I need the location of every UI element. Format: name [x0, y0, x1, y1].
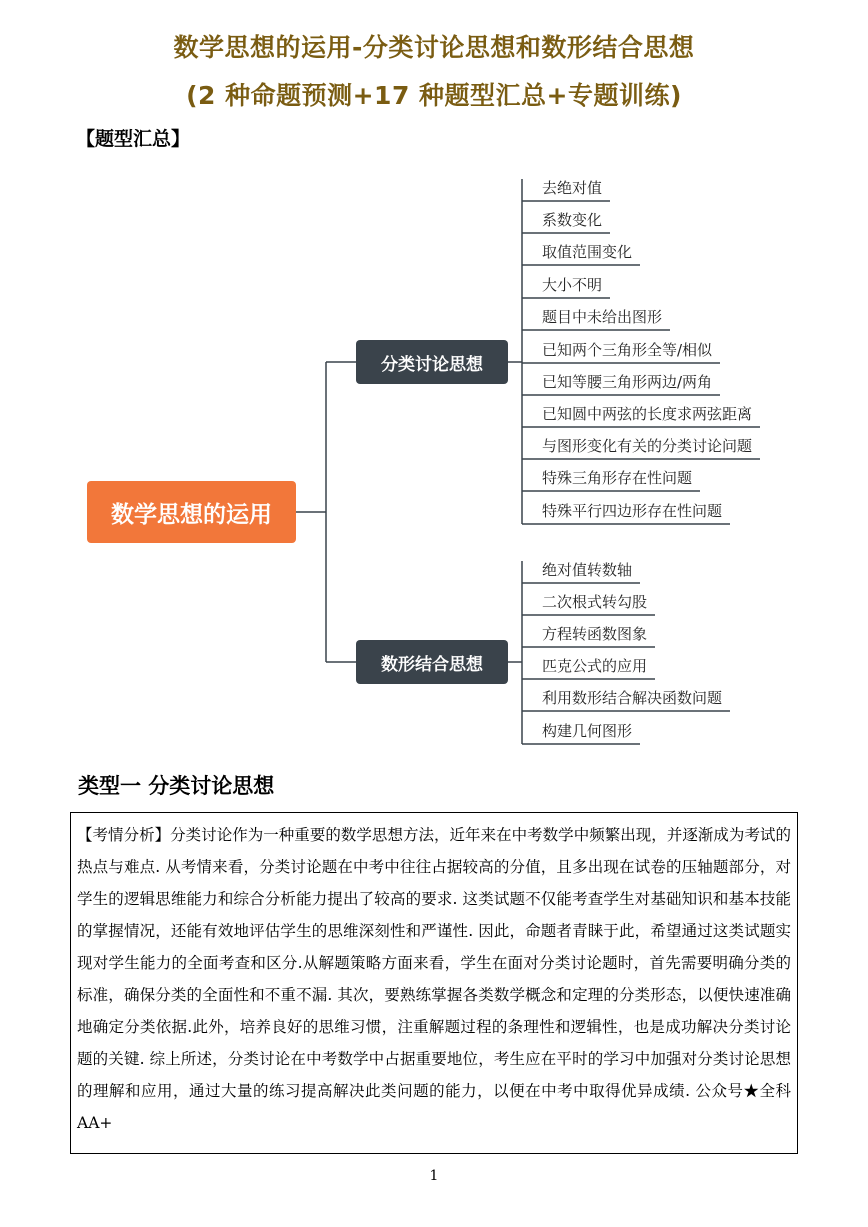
mindmap-branch-number-shape: 数形结合思想: [356, 640, 508, 684]
mindmap-leaf: 二次根式转勾股: [542, 593, 648, 611]
page-number: 1: [429, 1168, 439, 1184]
mindmap-root-node: 数学思想的运用: [87, 481, 296, 543]
exam-analysis-box: 【考情分析】分类讨论作为一种重要的数学思想方法，近年来在中考数学中频繁出现，并逐渐成为考试的热点与难点. 从考情来看，分类讨论题在中考中往往占据较高的分值，且多出现在试卷的压轴题部分，对学生的逻辑思维能力和综合分析能力提出了较高的要求. 这类试题不仅能考查学生对基础知识和基本技能的掌握情况，还能有效地评估学生的思维深刻性和严谨性. 因此，命题者青睐于此，希望通过这类试题实现对学生能力的全面考查和区分.从解题策略方面来看，学生在面对分类讨论题时，首先需要明确分类的标准，确保分类的全面性和不重不漏. 其次，要熟练掌握各类数学概念和定理的分类形态，以便快速准确地确定分类依据.此外，培养良好的思维习惯，注重解题过程的条理性和逻辑性，也是成功解决分类讨论题的关键. 综上所述，分类讨论在中考数学中占据重要地位，考生应在平时的学习中加强对分类讨论思想的理解和应用，通过大量的练习提高解决此类问题的能力，以便在中考中取得优异成绩. 公众号★全科AA+: [70, 812, 798, 1154]
mindmap-leaf: 已知圆中两弦的长度求两弦距离: [542, 405, 753, 423]
mindmap-leaf: 取值范围变化: [542, 243, 633, 261]
mindmap-leaf: 题目中未给出图形: [542, 308, 663, 326]
mindmap-leaf: 方程转函数图象: [542, 625, 648, 643]
mindmap-leaf: 构建几何图形: [542, 722, 633, 740]
document-title-line2: (2 种命题预测+17 种题型汇总+专题训练): [186, 81, 682, 110]
mindmap-leaf: 特殊三角形存在性问题: [542, 469, 693, 487]
mindmap-leaf: 特殊平行四边形存在性问题: [542, 502, 723, 520]
document-title-line1: 数学思想的运用-分类讨论思想和数形结合思想: [173, 33, 695, 62]
mindmap-leaf: 匹克公式的应用: [542, 657, 648, 675]
mindmap-leaf: 利用数形结合解决函数问题: [542, 689, 723, 707]
mindmap-leaf: 去绝对值: [542, 179, 603, 197]
mindmap-leaf: 系数变化: [542, 211, 603, 229]
mindmap-leaf: 已知等腰三角形两边/两角: [542, 373, 713, 391]
mindmap-leaf: 大小不明: [542, 276, 603, 294]
mindmap-leaf: 与图形变化有关的分类讨论问题: [542, 437, 753, 455]
mindmap-leaf: 绝对值转数轴: [542, 561, 633, 579]
type-one-heading: 类型一 分类讨论思想: [78, 774, 275, 798]
mindmap-branch-classification: 分类讨论思想: [356, 340, 508, 384]
mindmap-leaf: 已知两个三角形全等/相似: [542, 341, 713, 359]
section-label: 【题型汇总】: [76, 128, 191, 150]
